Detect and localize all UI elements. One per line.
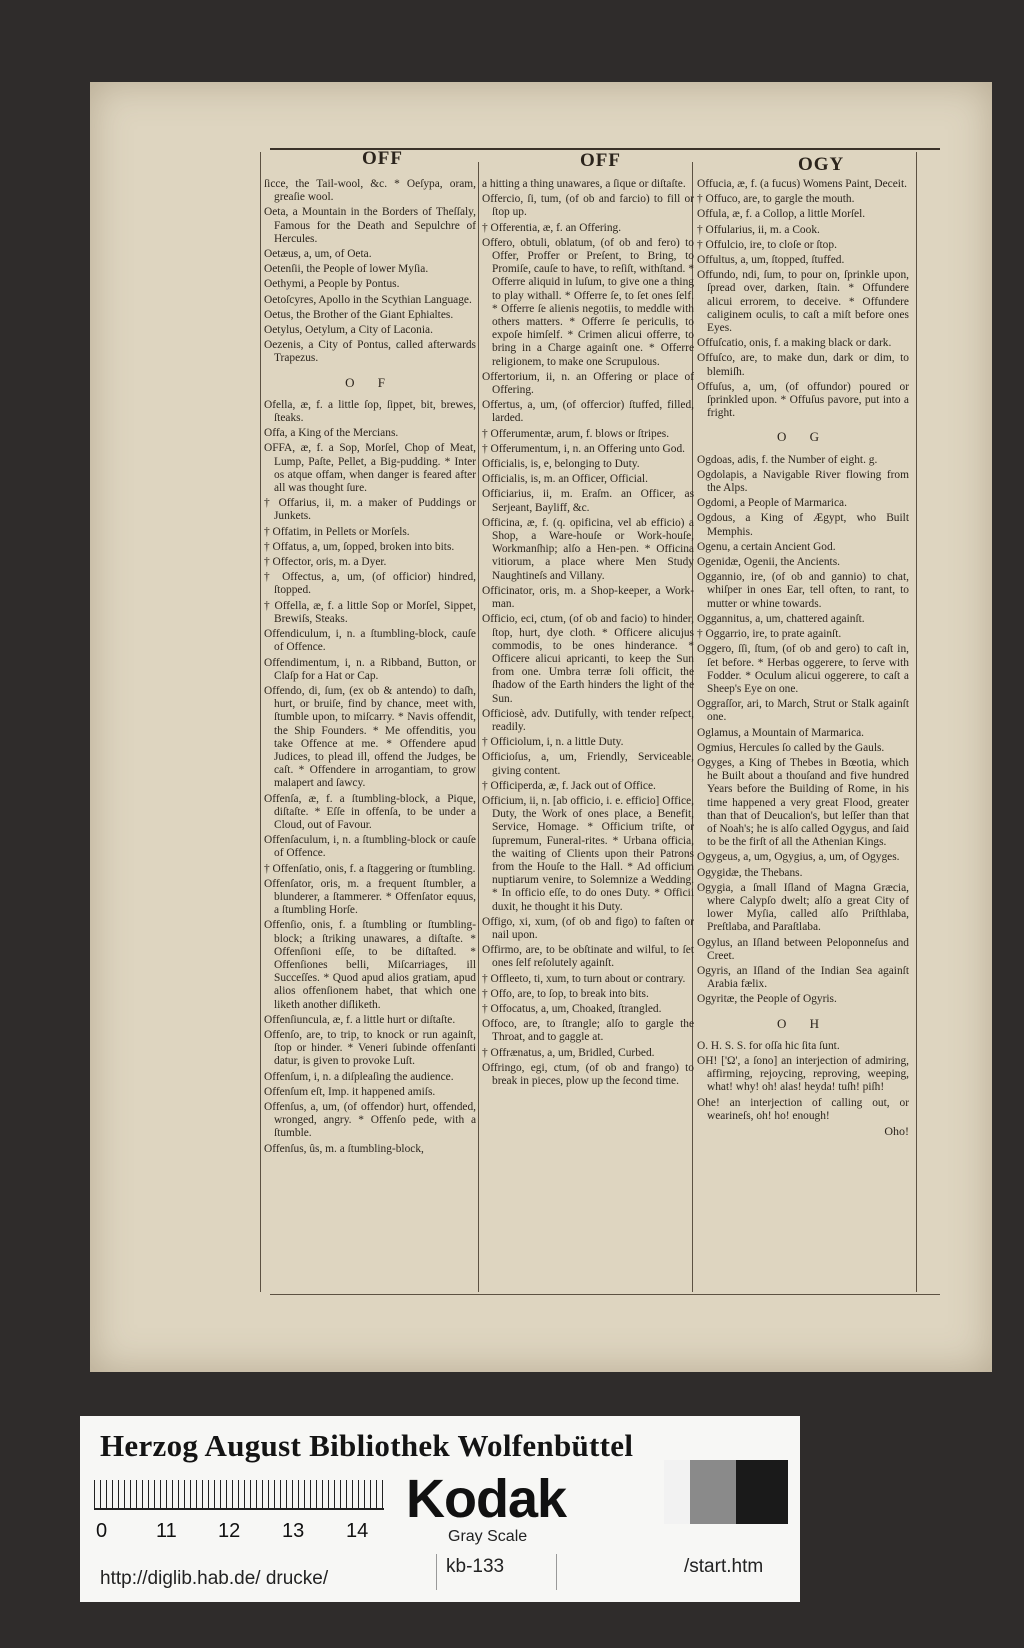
dictionary-entry: † Offella, æ, f. a little Sop or Morſel, Sippet, Brewiſs, Steaks.	[264, 599, 476, 625]
kodak-logo: Kodak	[406, 1469, 567, 1529]
dictionary-entry: ſicce, the Tail-wool, &c. * Oeſypa, oram, greaſie wool.	[264, 178, 476, 204]
dictionary-entry: Offendo, di, ſum, (ex ob & antendo) to daſh, hurt, or bruiſe, find by chance, meet with, ſtumble upon, to miſcarry. * Navis offendit, the Ship Founders. * Me offenditis, you take Offence at me. * Offendere apud Judices, to plead ill, offend the Judges, be caſt. * Offendere in arrogantiam, to grow malapert and ſawcy.	[264, 684, 476, 790]
dictionary-entry: Ogdolapis, a Navigable River flowing from the Alps.	[697, 468, 909, 495]
dictionary-entry: Offirmo, are, to be obſtinate and wilful, to ſet ones ſelf reſolutely againſt.	[482, 944, 694, 970]
dictionary-entry: Offenſa, æ, f. a ſtumbling-block, a Pique, diſtaſte. * Eſſe in offenſa, to be under a Cloud, out of Favour.	[264, 792, 476, 831]
dictionary-entry: † Offectus, a, um, (of officior) hindred, ſtopped.	[264, 571, 476, 597]
dictionary-entry: † Oggarrio, ire, to prate againſt.	[697, 628, 842, 641]
column-middle	[482, 178, 694, 1288]
dictionary-entry: Oetoſcyres, Apollo in the Scythian Language.	[264, 293, 472, 306]
dictionary-entry: Ogdomi, a People of Marmarica.	[697, 497, 847, 510]
dictionary-entry: Officialis, is, e, belonging to Duty.	[482, 458, 640, 471]
dictionary-entry: † Offerumentum, i, n. an Offering unto God.	[482, 442, 685, 455]
guide-word-middle: OFF	[580, 150, 621, 171]
ruler-number: 0	[96, 1520, 108, 1542]
bottom-rule	[270, 1294, 940, 1295]
dictionary-entry: Officialis, is, m. an Officer, Official.	[482, 473, 648, 486]
source-url: http://diglib.hab.de/ drucke/	[100, 1568, 329, 1589]
ruler-number: 12	[218, 1520, 241, 1542]
dictionary-entry: Ogygeus, a, um, Ogygius, a, um, of Ogyges.	[697, 851, 900, 864]
dictionary-entry: Officium, ii, n. [ab officio, i. e. efficio] Office, Duty, the Work of ones place, a Benefit, Service, Homage. * Officium triſte, or ſupremum, Funeral-rites. * Urbana officia, the waiting of Clients upon their Patrons from the Houſe to the Hall. * Ad officium nuptiarum venire, to Solemnize a Wedding. * In officio eſſe, to do ones Duty. * Officii duxit, he thought it his Duty.	[482, 794, 694, 913]
dictionary-entry: Offenſaculum, i, n. a ſtumbling-block or cauſe of Offence.	[264, 834, 476, 860]
dictionary-entry: Offenſus, ûs, m. a ſtumbling-block,	[264, 1142, 424, 1155]
gray-swatch-light	[664, 1460, 690, 1524]
dictionary-entry: Offa, a King of the Mercians.	[264, 427, 399, 440]
dictionary-entry: Oeta, a Mountain in the Borders of Theſſaly, Famous for the Death and Sepulchre of Hercules.	[264, 206, 476, 245]
dictionary-entry: Ohe! an interjection of calling out, or wearineſs, oh! ho! enough!	[697, 1096, 909, 1122]
dictionary-entry: Oethymi, a People by Pontus.	[264, 278, 400, 291]
dictionary-entry: Offuſcatio, onis, f. a making black or dark.	[697, 337, 892, 350]
dictionary-entry: Offenſum, i, n. a diſpleaſing the audience.	[264, 1070, 454, 1083]
dictionary-entry: Offringo, egi, ctum, (of ob and frango) to break in pieces, plow up the ſecond time.	[482, 1061, 694, 1087]
dictionary-entry: Offercio, ſi, tum, (of ob and farcio) to fill or ſtop up.	[482, 193, 694, 219]
dictionary-entry: † Offarius, ii, m. a maker of Puddings or Junkets.	[264, 497, 476, 523]
dictionary-entry: Offertus, a, um, (of offercior) ſtuffed, filled, larded.	[482, 399, 694, 425]
dictionary-entry: Oetæus, a, um, of Oeta.	[264, 248, 372, 261]
dictionary-entry: Offero, obtuli, oblatum, (of ob and fero) to Offer, Proffer or Preſent, to Bring, to Promiſe, cauſe to have, to reſiſt, withſtand. * Offerre aliquid in luſum, to give one a thing to play withall. * Offerre ſe, to ſet ones ſelf. * Offerre ſe alienis negotiis, to meddle with others matters. * Offerre ſe periculis, to expoſe himſelf. * Crimen alicui offerre, to bring in a Charge againſt one. * Offerre religionem, to make one Scrupulous.	[482, 236, 694, 368]
dictionary-entry: Offuſco, are, to make dun, dark or dim, to blemiſh.	[697, 352, 909, 378]
dictionary-entry: Officinator, oris, m. a Shop-keeper, a Work-man.	[482, 584, 694, 611]
column-rule	[478, 162, 479, 1292]
closing-entry: Oho!	[884, 1124, 909, 1138]
dictionary-entry: Offenſiuncula, æ, f. a little hurt or diſtaſte.	[264, 1013, 456, 1026]
dictionary-entry: Offundo, ndi, ſum, to pour on, ſprinkle upon, ſpread over, darken, ſtain. * Offundere alicui errorem, to deceive. * Offundere caliginem oculis, to caſt a miſt before ones Eyes.	[697, 269, 909, 335]
dictionary-entry: Oggero, ſſi, ſtum, (of ob and gero) to caſt in, ſet before. * Herbas oggerere, to ſerve with Fodder. * Oculum alicui oggerere, to caſt a Sheep's Eye on one.	[697, 643, 909, 695]
dictionary-entry: Offenſo, are, to trip, to knock or run againſt, ſtop or hinder. * Veneri ſubinde offenſanti datur, is given to provoke Luſt.	[264, 1028, 476, 1068]
dictionary-entry: OFFA, æ, f. a Sop, Morſel, Chop of Meat, Lump, Paſte, Pellet, a Big-pudding. * Inter os atque offam, when danger is feared after all was thought ſure.	[264, 442, 476, 495]
dictionary-entry: † Offenſatio, onis, f. a ſtaggering or ſtumbling.	[264, 862, 476, 875]
guide-word-left: OFF	[362, 148, 403, 169]
library-title: Herzog August Bibliothek Wolfenbüttel	[100, 1428, 634, 1463]
dictionary-page	[90, 82, 992, 1372]
dictionary-entry: † Officiperda, æ, f. Jack out of Office.	[482, 779, 656, 792]
dictionary-entry: † Offo, are, to ſop, to break into bits.	[482, 987, 649, 1000]
ruler-number: 11	[156, 1520, 177, 1542]
target-card	[80, 1416, 800, 1602]
dictionary-entry: † Offrænatus, a, um, Bridled, Curbed.	[482, 1046, 655, 1059]
dictionary-entry: † Offatim, in Pellets or Morſels.	[264, 525, 410, 538]
dictionary-entry: † Offleeto, ti, xum, to turn about or contrary.	[482, 972, 686, 985]
gray-swatch-dark	[736, 1460, 788, 1524]
dictionary-entry: † Offerentia, æ, f. an Offering.	[482, 221, 622, 234]
dictionary-entry: O. H. S. S. for oſſa hic ſita ſunt.	[697, 1039, 840, 1052]
dictionary-entry: Offigo, xi, xum, (of ob and figo) to faſten or nail upon.	[482, 915, 694, 941]
section-heading: O H	[776, 1015, 830, 1031]
column-left	[264, 178, 476, 1288]
dictionary-entry: † Offuco, are, to gargle the mouth.	[697, 193, 855, 206]
dictionary-entry: Ogyris, an Iſland of the Indian Sea againſt Arabia fælix.	[697, 964, 909, 991]
guide-word-right: OGY	[798, 154, 845, 175]
dictionary-entry: Offenſum eſt, Imp. it happened amiſs.	[264, 1085, 436, 1098]
column-right	[697, 178, 909, 1288]
dictionary-entry: Ogylus, an Iſland between Peloponneſus and Creet.	[697, 936, 909, 962]
dictionary-entry: Oggraſſor, ari, to March, Strut or Stalk againſt one.	[697, 698, 909, 724]
dictionary-entry: Oggannitus, a, um, chattered againſt.	[697, 612, 865, 625]
dictionary-entry: Ogygidæ, the Thebans.	[697, 866, 803, 879]
dictionary-entry: Ogyges, a King of Thebes in Bœotia, which he Built about a thouſand and five hundred Years before the Building of Rome, in his time happened a very great Flood, greater than that of Deucalion's, but leſſer than that of Noah's; he is alſo called Ogygus, and ſaid to be the firſt of all the Athenian Kings.	[697, 756, 909, 849]
dictionary-entry: Ogyritæ, the People of Ogyris.	[697, 993, 837, 1006]
dictionary-entry: Officio, eci, ctum, (of ob and facio) to hinder, ſtop, hurt, dye cloth. * Officere alicujus commodis, to be ones hinderance. * Officere alicui apricanti, to keep the Sun from one. Umbra terræ ſoli officit, the ſhadow of the Earth hinders the light of the Sun.	[482, 613, 694, 705]
dictionary-entry: † Officiolum, i, n. a little Duty.	[482, 736, 624, 749]
shelfmark-code: kb-133	[446, 1556, 505, 1577]
dictionary-entry: † Offerumentæ, arum, f. blows or ſtripes.	[482, 427, 670, 440]
ruler-number: 13	[282, 1520, 305, 1542]
dictionary-entry: Oezenis, a City of Pontus, called afterwards Trapezus.	[264, 339, 476, 365]
dictionary-entry: Offuſus, a, um, (of offundor) poured or ſprinkled upon. * Offuſus pavore, put into a fright.	[697, 380, 909, 420]
dictionary-entry: Ogdous, a King of Ægypt, who Built Memphis.	[697, 512, 909, 538]
divider	[436, 1554, 437, 1590]
dictionary-entry: OH! ['Ω', a ſono] an interjection of admiring, affirming, rejoycing, reproving, weeping, what! why! oh! alas! heyda! tuſh! piſh!	[697, 1054, 909, 1094]
dictionary-entry: Ogdoas, adis, f. the Number of eight. g.	[697, 453, 878, 466]
dictionary-entry: Offula, æ, f. a Collop, a little Morſel.	[697, 208, 866, 221]
dictionary-entry: Ogenu, a certain Ancient God.	[697, 540, 836, 553]
dictionary-entry: Oggannio, ire, (of ob and gannio) to chat, whiſper in ones Ear, tell often, to rant, to mutter or whine towards.	[697, 571, 909, 610]
dictionary-entry: † Offector, oris, m. a Dyer.	[264, 556, 387, 569]
dictionary-entry: Oetus, the Brother of the Giant Ephialtes.	[264, 308, 454, 321]
dictionary-entry: † Offulcio, ire, to cloſe or ſtop.	[697, 238, 837, 251]
dictionary-entry: Offucia, æ, f. (a fucus) Womens Paint, Deceit.	[697, 178, 907, 190]
dictionary-entry: Officioſus, a, um, Friendly, Serviceable, giving content.	[482, 751, 694, 777]
dictionary-entry: † Offularius, ii, m. a Cook.	[697, 223, 820, 236]
gray-scale-label: Gray Scale	[448, 1528, 528, 1545]
right-border	[916, 152, 917, 1292]
dictionary-entry: Oetylus, Oetylum, a City of Laconia.	[264, 324, 433, 337]
section-heading: O G	[776, 429, 830, 445]
dictionary-entry: Offultus, a, um, ſtopped, ſtuffed.	[697, 254, 845, 267]
dictionary-entry: Officiosè, adv. Dutifully, with tender reſpect, readily.	[482, 707, 694, 733]
start-path: /start.htm	[684, 1556, 764, 1577]
dictionary-entry: Offendiculum, i, n. a ſtumbling-block, cauſe of Offence.	[264, 628, 476, 654]
dictionary-entry: Officina, æ, f. (q. opificina, vel ab efficio) a Shop, a Ware-houſe or Work-houſe, Workmanſhip; alſo a Hen-pen. * Officina vitiorum, a place where Men Study Naughtineſs and Villany.	[482, 516, 694, 582]
ruler-scale	[94, 1480, 384, 1510]
dictionary-entry: Ogmius, Hercules ſo called by the Gauls.	[697, 741, 885, 754]
dictionary-entry: Offenſus, a, um, (of offendor) hurt, offended, wronged, angry. * Offenſo pede, with a ſtumble.	[264, 1101, 476, 1140]
dictionary-entry: Ogenidæ, Ogenii, the Ancients.	[697, 556, 840, 569]
gray-swatch-mid	[690, 1460, 736, 1524]
dictionary-entry: Ofella, æ, f. a little ſop, ſippet, bit, brewes, ſteaks.	[264, 398, 476, 425]
ruler-number: 14	[346, 1520, 369, 1542]
dictionary-entry: Oglamus, a Mountain of Marmarica.	[697, 726, 865, 739]
section-heading: O F	[345, 374, 395, 390]
dictionary-entry: Officiarius, ii, m. Eraſm. an Officer, as Serjeant, Bayliff, &c.	[482, 488, 694, 514]
left-border	[260, 152, 261, 1292]
divider	[556, 1554, 557, 1590]
dictionary-entry: Ogygia, a ſmall Iſland of Magna Græcia, where Calypſo dwelt; alſo a great City of lower Myſia, called alſo Priſthlaba, Preſtlaba, and Paraſtlaba.	[697, 881, 909, 934]
dictionary-entry: Offoco, are, to ſtrangle; alſo to gargle the Throat, and to gaggle at.	[482, 1018, 694, 1044]
dictionary-entry: † Offocatus, a, um, Choaked, ſtrangled.	[482, 1002, 662, 1015]
dictionary-entry: Offenſio, onis, f. a ſtumbling or ſtumbling-block; a ſtriking unawares, a diſtaſte. * Offenſioni eſſe, to be diſtaſted. * Offenſiones belli, Miſcarriages, ill Succeſſes. * Quod apud alios gratiam, apud alios offenſionem habet, that which one liketh another diſliketh.	[264, 919, 476, 1011]
dictionary-entry: Offenſator, oris, m. a frequent ſtumbler, a blunderer, a ſtammerer. * Offenſator equus, a ſtumbling Horſe.	[264, 877, 476, 917]
dictionary-entry: Oetenſii, the People of lower Myſia.	[264, 263, 429, 276]
dictionary-entry: a hitting a thing unawares, a ſique or diſtaſte.	[482, 178, 686, 190]
dictionary-entry: Offendimentum, i, n. a Ribband, Button, or Claſp for a Hat or Cap.	[264, 656, 476, 682]
dictionary-entry: Offertorium, ii, n. an Offering or place of Offering.	[482, 370, 694, 397]
dictionary-entry: † Offatus, a, um, ſopped, broken into bits.	[264, 540, 455, 553]
